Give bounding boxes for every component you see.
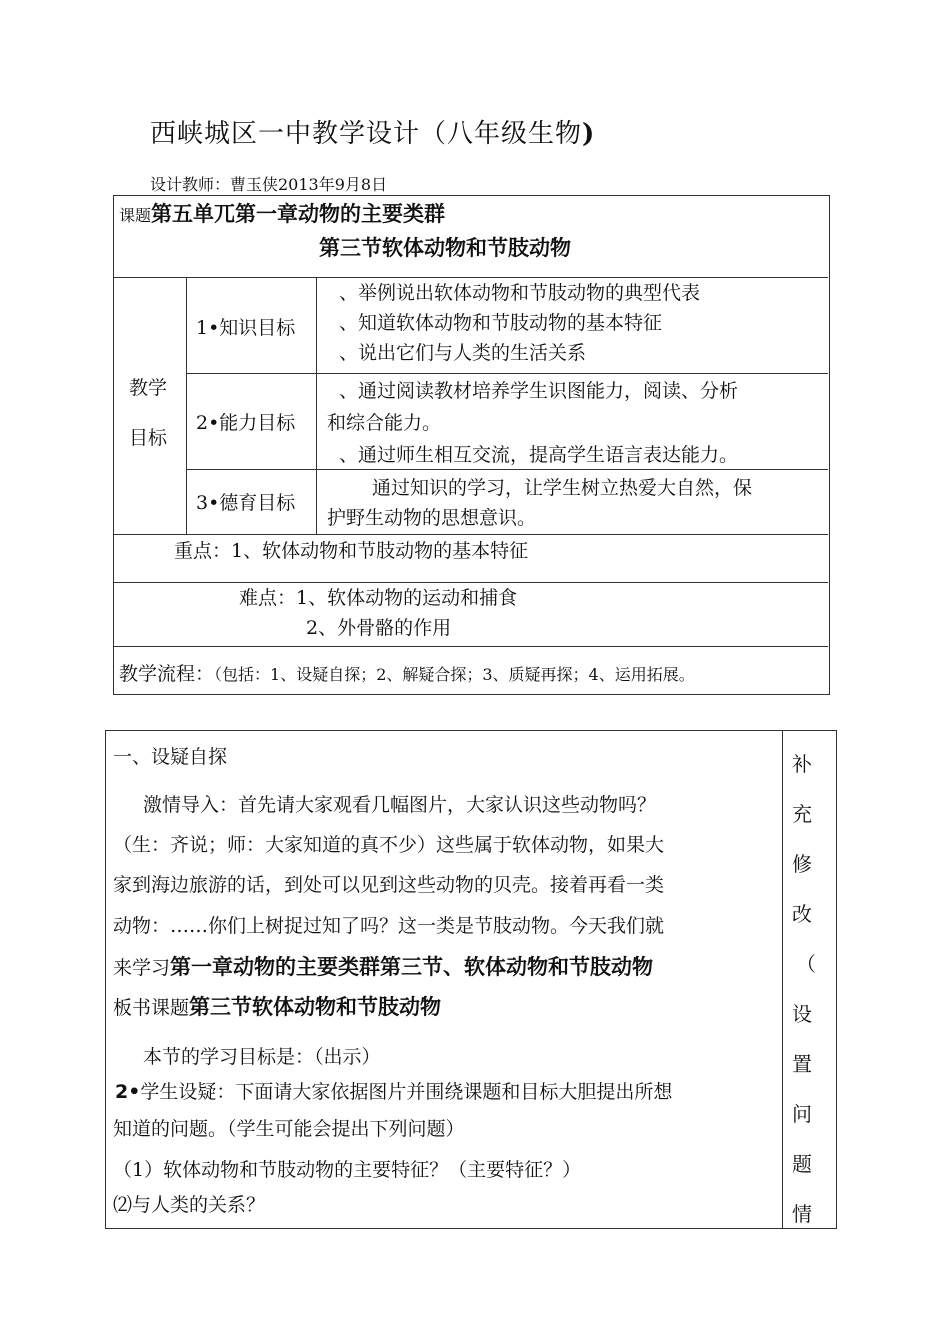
side-note-char: 改 [792, 902, 812, 926]
ability-line-3: 、通过师生相互交流，提高学生语言表达能力。 [339, 444, 739, 466]
paragraph-line: 动物：……你们上树捉过知了吗？这一类是节肢动物。今天我们就 [113, 915, 665, 937]
paragraph-line: 来学习第一章动物的主要类群第三节、软体动物和节肢动物 [113, 955, 654, 979]
question-2: ⑵与人类的关系？ [113, 1194, 266, 1216]
side-note-char: 充 [792, 802, 812, 826]
objectives-label-bottom: 目标 [129, 427, 168, 449]
question-1: （1）软体动物和节肢动物的主要特征？（主要特征？） [113, 1159, 582, 1181]
moral-line-1: 通过知识的学习，让学生树立热爱大自然，保 [372, 477, 753, 499]
document-title: 西峡城区一中教学设计（八年级生物) [150, 119, 596, 149]
paragraph-line: 2•学生设疑：下面请大家依据图片并围绕课题和目标大胆提出所想 [115, 1081, 673, 1103]
difficulty-line-1: 难点：1、软体动物的运动和捕食 [239, 587, 518, 609]
knowledge-line-1: 、举例说出软体动物和节肢动物的典型代表 [339, 282, 701, 304]
board-topic-line: 板书课题第三节软体动物和节肢动物 [113, 995, 442, 1019]
ability-objective-label: 2•能力目标 [196, 412, 296, 434]
section-heading: 一、设疑自探 [113, 746, 228, 768]
knowledge-line-3: 、说出它们与人类的生活关系 [339, 342, 587, 364]
paragraph-line: 本节的学习目标是：（出示） [143, 1046, 381, 1068]
side-note-char: 置 [792, 1052, 812, 1076]
knowledge-objective-label: 1•知识目标 [196, 317, 296, 339]
knowledge-line-2: 、知道软体动物和节肢动物的基本特征 [339, 312, 663, 334]
teaching-process: 教学流程：（包括：1、设疑自探；2、解疑合探；3、质疑再探；4、运用拓展。 [119, 663, 695, 685]
paragraph-line: 知道的问题。（学生可能会提出下列问题） [113, 1118, 465, 1140]
side-note-char: 设 [792, 1002, 812, 1026]
side-note-char: （ [796, 952, 816, 976]
paragraph-line: 家到海边旅游的话，到处可以见到这些动物的贝壳。接着再看一类 [113, 874, 665, 896]
side-note-column [788, 750, 816, 1250]
ability-line-1: 、通过阅读教材培养学生识图能力，阅读、分析 [339, 380, 739, 402]
moral-line-2: 护野生动物的思想意识。 [327, 507, 537, 529]
side-note-char: 补 [792, 752, 812, 776]
lesson-plan-table [113, 195, 830, 695]
topic-row: 课题第五单兀第一章动物的主要类群 [119, 202, 446, 226]
topic-subtitle: 第三节软体动物和节肢动物 [319, 236, 571, 260]
side-note-char: 修 [792, 852, 812, 876]
teacher-line: 设计教师：曹玉侠2013年9月8日 [150, 175, 388, 194]
objectives-label-top: 教学 [129, 377, 168, 399]
side-note-char: 情 [792, 1202, 812, 1226]
key-point: 重点：1、软体动物和节肢动物的基本特征 [174, 540, 529, 562]
moral-objective-label: 3•德育目标 [196, 492, 296, 514]
paragraph-line: （生：齐说；师：大家知道的真不少）这些属于软体动物，如果大 [113, 834, 665, 856]
ability-line-2: 和综合能力。 [327, 412, 442, 434]
difficulty-line-2: 2、外骨骼的作用 [306, 617, 452, 639]
side-note-char: 问 [792, 1102, 812, 1126]
paragraph-line: 激情导入：首先请大家观看几幅图片，大家认识这些动物吗？ [143, 794, 657, 816]
side-note-char: 题 [792, 1152, 812, 1176]
